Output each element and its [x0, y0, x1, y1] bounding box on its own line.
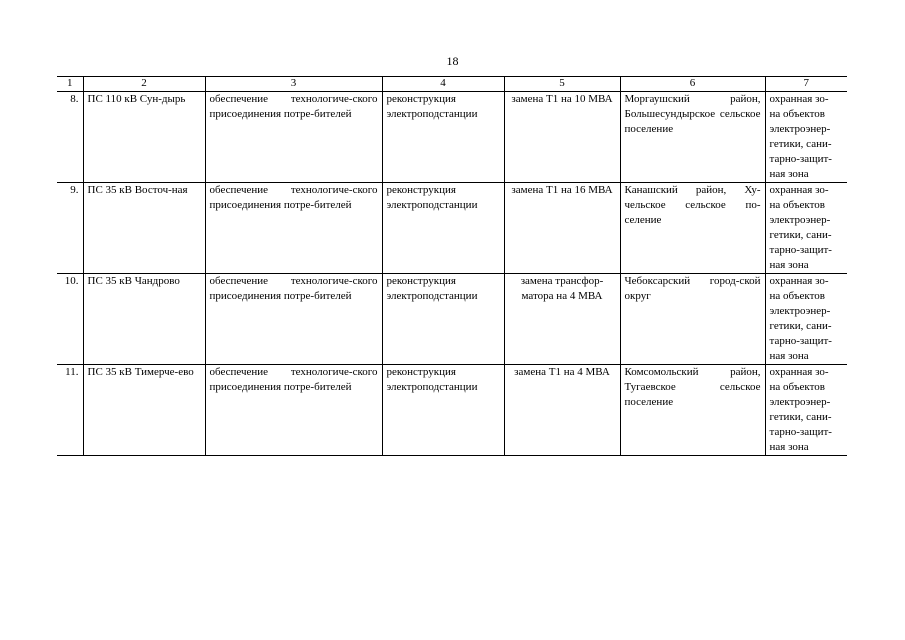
table-row	[57, 92, 847, 183]
zone-line: гетики, сани-	[769, 411, 832, 423]
work-type-cell: реконструкция электроподстанции	[382, 274, 504, 365]
zone-line: гетики, сани-	[769, 320, 832, 332]
location-cell: Чебоксарский город-ской округ	[620, 274, 765, 365]
zone-line: тарно-защит-	[769, 335, 832, 347]
location-cell: Комсомольский район, Тугаевское сельское поселение	[620, 365, 765, 456]
substation-name: ПС 35 кВ Восточ-ная	[83, 183, 205, 274]
zone-line: на объектов	[769, 290, 825, 302]
zone-line: охранная зо-	[769, 93, 829, 105]
zone-line: гетики, сани-	[769, 229, 832, 241]
table-row	[57, 274, 847, 365]
column-header-4: 4	[382, 77, 504, 92]
zone-cell	[765, 274, 847, 365]
work-detail-cell: замена Т1 на 4 МВА	[504, 365, 620, 456]
zone-line: на объектов	[769, 199, 825, 211]
zone-line: электроэнер-	[769, 396, 831, 408]
work-detail-cell: замена Т1 на 10 МВА	[504, 92, 620, 183]
substation-name: ПС 35 кВ Чандрово	[83, 274, 205, 365]
location-cell: Моргаушский район, Большесундырское сельское поселение	[620, 92, 765, 183]
row-number: 11.	[57, 365, 83, 456]
substation-name: ПС 110 кВ Сун-дырь	[83, 92, 205, 183]
column-header-2: 2	[83, 77, 205, 92]
zone-line: на объектов	[769, 381, 825, 393]
row-number: 9.	[57, 183, 83, 274]
zone-line: электроэнер-	[769, 123, 831, 135]
zone-line: охранная зо-	[769, 275, 829, 287]
zone-line: тарно-защит-	[769, 244, 832, 256]
purpose-cell: обеспечение технологиче-ского присоединения потре-бителей	[205, 183, 382, 274]
column-header-7: 7	[765, 77, 847, 92]
purpose-cell: обеспечение технологиче-ского присоединения потре-бителей	[205, 92, 382, 183]
work-type-cell: реконструкция электроподстанции	[382, 365, 504, 456]
work-type-cell: реконструкция электроподстанции	[382, 92, 504, 183]
zone-line: ная зона	[769, 168, 809, 180]
zone-line: охранная зо-	[769, 184, 829, 196]
column-header-6: 6	[620, 77, 765, 92]
zone-line: электроэнер-	[769, 305, 831, 317]
substation-name: ПС 35 кВ Тимерче-ево	[83, 365, 205, 456]
column-number-row	[57, 77, 847, 92]
purpose-cell: обеспечение технологиче-ского присоединения потре-бителей	[205, 365, 382, 456]
zone-line: тарно-защит-	[769, 153, 832, 165]
zone-line: тарно-защит-	[769, 426, 832, 438]
zone-line: ная зона	[769, 350, 809, 362]
column-header-3: 3	[205, 77, 382, 92]
location-cell: Канашский район, Ху-чельское сельское по-селение	[620, 183, 765, 274]
zone-cell	[765, 183, 847, 274]
zone-line: на объектов	[769, 108, 825, 120]
work-detail-cell: замена трансфор-матора на 4 МВА	[504, 274, 620, 365]
table-row	[57, 365, 847, 456]
zone-line: охранная зо-	[769, 366, 829, 378]
infrastructure-table	[57, 76, 847, 456]
column-header-5: 5	[504, 77, 620, 92]
zone-line: ная зона	[769, 441, 809, 453]
zone-line: гетики, сани-	[769, 138, 832, 150]
column-header-1: 1	[57, 77, 83, 92]
work-detail-cell: замена Т1 на 16 МВА	[504, 183, 620, 274]
table-row	[57, 183, 847, 274]
work-type-cell: реконструкция электроподстанции	[382, 183, 504, 274]
zone-cell	[765, 92, 847, 183]
purpose-cell: обеспечение технологиче-ского присоединения потре-бителей	[205, 274, 382, 365]
page-number: 18	[446, 54, 459, 68]
row-number: 8.	[57, 92, 83, 183]
zone-line: ная зона	[769, 259, 809, 271]
row-number: 10.	[57, 274, 83, 365]
zone-line: электроэнер-	[769, 214, 831, 226]
zone-cell	[765, 365, 847, 456]
